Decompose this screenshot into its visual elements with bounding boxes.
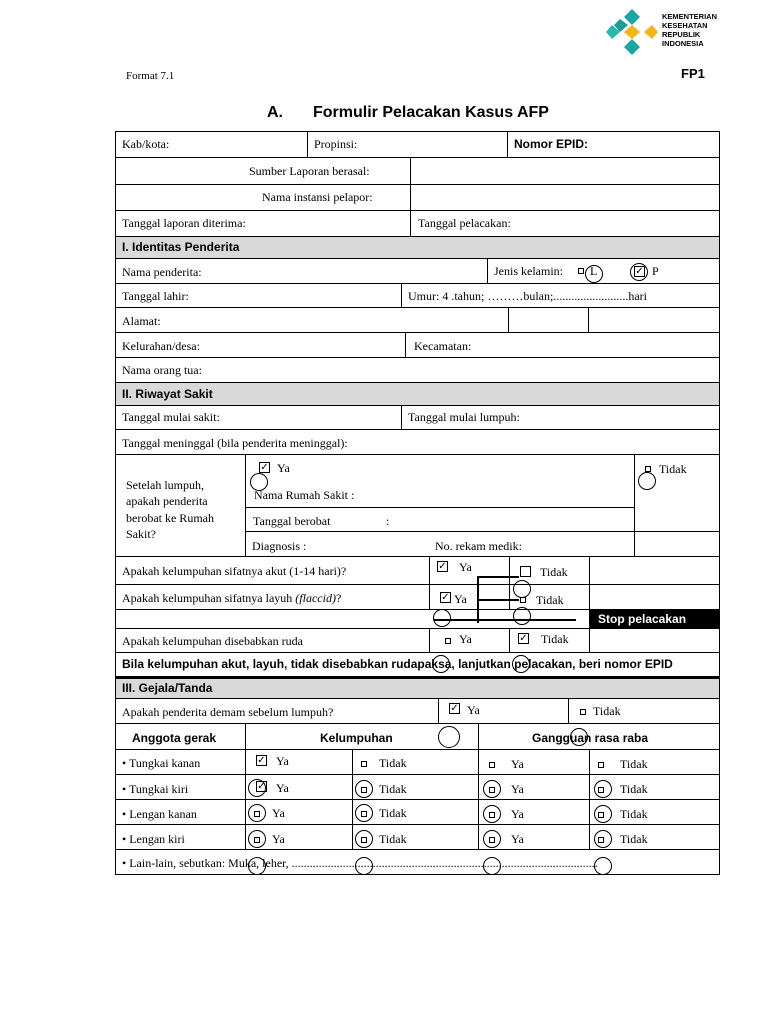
logo-line-1: KEMENTERIAN bbox=[662, 12, 718, 21]
title-number: A. bbox=[267, 104, 283, 121]
circle-mark bbox=[355, 804, 373, 822]
tungkai-kiri-lumpuh-tidak-label: Tidak bbox=[379, 782, 407, 796]
gender-l-label: L bbox=[590, 264, 598, 278]
jenis-kelamin-label: Jenis kelamin: bbox=[494, 264, 563, 278]
circle-mark bbox=[355, 830, 373, 848]
flow-line bbox=[477, 576, 519, 578]
tanggal-berobat-colon: : bbox=[386, 514, 390, 528]
ruda-ya-checkbox[interactable] bbox=[445, 638, 451, 644]
propinsi-label: Propinsi: bbox=[314, 137, 358, 151]
tungkai-kanan-raba-ya-label: Ya bbox=[511, 757, 524, 771]
alamat-label: Alamat: bbox=[122, 314, 161, 328]
meninggal-label: Tanggal meninggal (bila penderita meninggal): bbox=[122, 436, 348, 450]
circle-mark bbox=[630, 263, 648, 281]
setelah-lumpuh-line2: apakah penderita bbox=[126, 494, 208, 508]
kab-kota-label: Kab/kota: bbox=[122, 137, 170, 151]
demam-tidak-checkbox[interactable] bbox=[580, 709, 586, 715]
logo-line-2: KESEHATAN bbox=[662, 21, 708, 30]
lengan-kiri-label: • Lengan kiri bbox=[122, 832, 185, 846]
tanggal-pelacakan-label: Tanggal pelacakan: bbox=[418, 216, 511, 230]
flow-line bbox=[434, 619, 576, 621]
tungkai-kiri-lumpuh-ya-checkbox[interactable]: ✓ bbox=[257, 781, 266, 792]
berobat-ya-label: Ya bbox=[277, 461, 290, 475]
circle-mark bbox=[432, 655, 450, 673]
akut-tidak-label: Tidak bbox=[540, 565, 568, 579]
circle-mark bbox=[433, 609, 451, 627]
tungkai-kanan-lumpuh-tidak-checkbox[interactable] bbox=[361, 761, 367, 767]
rumah-sakit-label: Nama Rumah Sakit : bbox=[254, 488, 355, 502]
circle-mark bbox=[483, 780, 501, 798]
flaccid-text: (flaccid) bbox=[295, 591, 336, 605]
ruda-tidak-checkbox[interactable]: ✓ bbox=[519, 633, 528, 644]
orang-tua-label: Nama orang tua: bbox=[122, 363, 202, 377]
tungkai-kanan-raba-tidak-label: Tidak bbox=[620, 757, 648, 771]
demam-ya-checkbox[interactable]: ✓ bbox=[450, 703, 459, 714]
layuh-qmark: ? bbox=[335, 591, 342, 605]
gender-l-checkbox[interactable] bbox=[578, 268, 584, 274]
nama-penderita-label: Nama penderita: bbox=[122, 265, 202, 279]
tanggal-lahir-label: Tanggal lahir: bbox=[122, 289, 189, 303]
lengan-kiri-raba-ya-label: Ya bbox=[511, 832, 524, 846]
tungkai-kanan-raba-ya-checkbox[interactable] bbox=[489, 762, 495, 768]
layuh-ya-label: Ya bbox=[454, 592, 467, 606]
tungkai-kanan-lumpuh-ya-label: Ya bbox=[276, 754, 289, 768]
circle-mark bbox=[483, 830, 501, 848]
umur-field[interactable]: Umur: 4 .tahun; ………bulan;.........................hari bbox=[408, 289, 647, 303]
circle-mark bbox=[513, 580, 531, 598]
ruda-ya-label: Ya bbox=[459, 632, 472, 646]
lanjutkan-note: Bila kelumpuhan akut, layuh, tidak disebabkan rudapaksa, lanjutkan pelacakan, beri nomor EPID bbox=[122, 657, 673, 671]
logo-line-4: INDONESIA bbox=[662, 39, 704, 48]
gender-p-checkbox[interactable]: ✓ bbox=[635, 266, 644, 277]
lengan-kiri-lumpuh-ya-label: Ya bbox=[272, 832, 285, 846]
lengan-kiri-raba-tidak-label: Tidak bbox=[620, 832, 648, 846]
tungkai-kanan-lumpuh-tidak-label: Tidak bbox=[379, 756, 407, 770]
circle-mark bbox=[585, 265, 603, 283]
kemenkes-logo bbox=[606, 7, 718, 57]
layuh-ya-checkbox[interactable]: ✓ bbox=[441, 592, 450, 603]
circle-mark bbox=[513, 607, 531, 625]
akut-tidak-checkbox[interactable] bbox=[520, 566, 531, 577]
tungkai-kanan-raba-tidak-checkbox[interactable] bbox=[598, 762, 604, 768]
circle-mark bbox=[248, 857, 266, 875]
section1-title: I. Identitas Penderita bbox=[122, 240, 240, 254]
lain-lain-label: • Lain-lain, sebutkan: Muka, leher, ...................................................................................................... bbox=[122, 856, 598, 870]
layuh-tidak-label: Tidak bbox=[536, 593, 564, 607]
nomor-epid-label: Nomor EPID: bbox=[514, 137, 589, 151]
circle-mark bbox=[594, 830, 612, 848]
lengan-kanan-lumpuh-ya-label: Ya bbox=[272, 806, 285, 820]
circle-mark bbox=[638, 472, 656, 490]
stop-pelacakan-label: Stop pelacakan bbox=[598, 612, 687, 626]
lengan-kiri-lumpuh-tidak-label: Tidak bbox=[379, 832, 407, 846]
tanggal-berobat-label: Tanggal berobat bbox=[253, 514, 331, 528]
circle-mark bbox=[438, 726, 460, 748]
akut-ya-checkbox[interactable]: ✓ bbox=[438, 561, 447, 572]
lengan-kanan-raba-ya-label: Ya bbox=[511, 807, 524, 821]
circle-mark bbox=[248, 779, 266, 797]
nama-instansi-label: Nama instansi pelapor: bbox=[262, 190, 373, 204]
flow-line bbox=[477, 599, 519, 601]
circle-mark bbox=[594, 805, 612, 823]
layuh-question bbox=[122, 591, 341, 605]
setelah-lumpuh-line4: Sakit? bbox=[126, 527, 156, 541]
circle-mark bbox=[355, 857, 373, 875]
circle-mark bbox=[570, 728, 588, 746]
setelah-lumpuh-line1: Setelah lumpuh, bbox=[126, 478, 204, 492]
logo-line-3: REPUBLIK bbox=[662, 30, 701, 39]
col-anggota-gerak: Anggota gerak bbox=[132, 731, 217, 745]
demam-question: Apakah penderita demam sebelum lumpuh? bbox=[122, 705, 334, 719]
tungkai-kiri-raba-tidak-label: Tidak bbox=[620, 782, 648, 796]
page-title: Formulir Pelacakan Kasus AFP bbox=[313, 104, 549, 121]
akut-ya-label: Ya bbox=[459, 560, 472, 574]
mulai-sakit-label: Tanggal mulai sakit: bbox=[122, 410, 220, 424]
lengan-kanan-raba-tidak-label: Tidak bbox=[620, 807, 648, 821]
circle-mark bbox=[594, 780, 612, 798]
circle-mark bbox=[594, 857, 612, 875]
setelah-lumpuh-line3: berobat ke Rumah bbox=[126, 511, 214, 525]
lengan-kanan-lumpuh-tidak-label: Tidak bbox=[379, 806, 407, 820]
lengan-kanan-label: • Lengan kanan bbox=[122, 807, 197, 821]
kecamatan-label: Kecamatan: bbox=[414, 339, 472, 353]
berobat-ya-checkbox[interactable]: ✓ bbox=[260, 462, 269, 473]
section3-title: III. Gejala/Tanda bbox=[122, 681, 213, 695]
circle-mark bbox=[483, 805, 501, 823]
ruda-tidak-label: Tidak bbox=[541, 632, 569, 646]
col-kelumpuhan: Kelumpuhan bbox=[320, 731, 393, 745]
tungkai-kanan-lumpuh-ya-checkbox[interactable]: ✓ bbox=[257, 755, 266, 766]
demam-tidak-label: Tidak bbox=[593, 704, 621, 718]
demam-ya-label: Ya bbox=[467, 703, 480, 717]
tanggal-laporan-label: Tanggal laporan diterima: bbox=[122, 216, 246, 230]
circle-mark bbox=[248, 830, 266, 848]
circle-mark bbox=[512, 655, 530, 673]
sumber-laporan-label: Sumber Laporan berasal: bbox=[249, 164, 370, 178]
tungkai-kanan-label: • Tungkai kanan bbox=[122, 756, 201, 770]
format-label: Format 7.1 bbox=[126, 70, 175, 82]
circle-mark bbox=[355, 780, 373, 798]
akut-question: Apakah kelumpuhan sifatnya akut (1-14 hari)? bbox=[122, 564, 347, 578]
section2-title: II. Riwayat Sakit bbox=[122, 387, 213, 401]
layuh-question-text: Apakah kelumpuhan sifatnya layuh bbox=[122, 591, 293, 605]
form-code: FP1 bbox=[681, 66, 705, 81]
tungkai-kiri-raba-ya-label: Ya bbox=[511, 782, 524, 796]
rekam-medik-label: No. rekam medik: bbox=[435, 539, 522, 553]
ruda-question: Apakah kelumpuhan disebabkan ruda bbox=[122, 634, 303, 648]
gender-p-label: P bbox=[652, 264, 659, 278]
tungkai-kiri-lumpuh-ya-label: Ya bbox=[276, 781, 289, 795]
tungkai-kiri-label: • Tungkai kiri bbox=[122, 782, 189, 796]
circle-mark bbox=[483, 857, 501, 875]
col-gangguan-rasa-raba: Gangguan rasa raba bbox=[532, 731, 649, 745]
diagnosis-label: Diagnosis : bbox=[252, 539, 307, 553]
circle-mark bbox=[248, 804, 266, 822]
berobat-tidak-label: Tidak bbox=[659, 462, 687, 476]
kelurahan-label: Kelurahan/desa: bbox=[122, 339, 200, 353]
kemenkes-logo-icon bbox=[606, 7, 658, 57]
mulai-lumpuh-label: Tanggal mulai lumpuh: bbox=[408, 410, 520, 424]
